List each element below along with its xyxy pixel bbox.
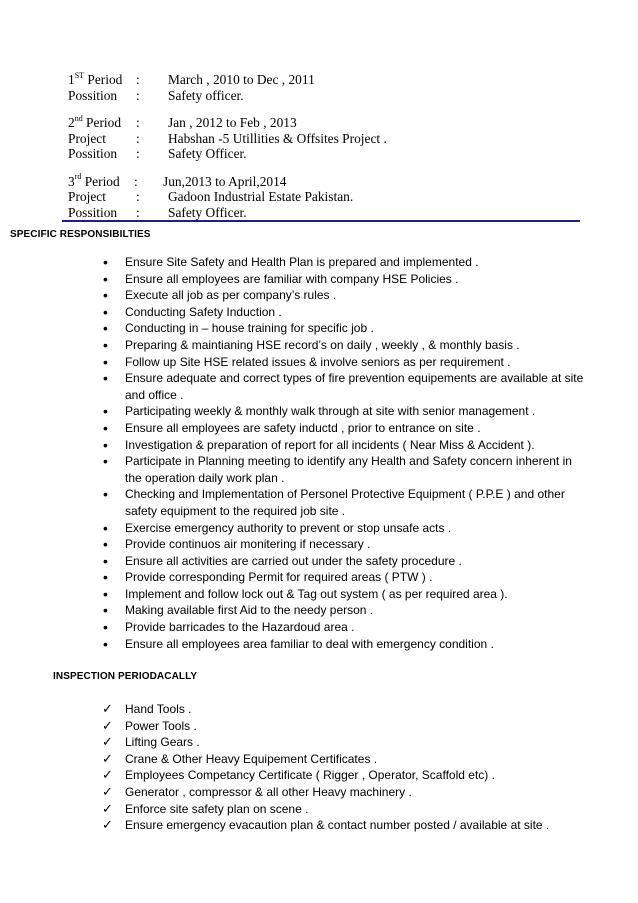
list-item — [100, 254, 590, 271]
period-1-label: Period — [84, 72, 123, 87]
colon: : — [136, 204, 140, 220]
list-item-text: Conducting in – house training for specific job . — [125, 321, 374, 336]
position-label: Possition — [68, 146, 118, 161]
bullet-dot-icon: • — [103, 270, 108, 287]
responsibilities-heading: SPECIFIC RESPONSIBILTIES — [10, 229, 151, 240]
bullet-dot-icon: • — [103, 287, 108, 304]
list-item-text: Provide continuos air monitering if necessary . — [125, 537, 371, 552]
list-item — [100, 287, 590, 304]
bullet-dot-icon: • — [103, 569, 108, 586]
list-item — [100, 354, 590, 371]
project-label: Project — [68, 189, 106, 204]
section-divider — [62, 220, 580, 222]
colon: : — [136, 72, 140, 87]
checkmark-icon: ✓ — [102, 767, 113, 783]
list-item — [100, 337, 590, 354]
list-item-text: Making available first Aid to the needy person . — [125, 603, 374, 618]
list-item — [100, 817, 590, 834]
checkmark-icon: ✓ — [102, 800, 113, 816]
period-2-position-row — [68, 146, 588, 162]
list-item — [100, 403, 590, 420]
period-1-position-row — [68, 88, 588, 104]
list-item-text: Participating weekly & monthly walk through at site with senior management . — [125, 404, 536, 419]
period-2-dates: Jan , 2012 to Feb , 2013 — [168, 115, 297, 130]
bullet-dot-icon: • — [103, 320, 108, 337]
period-2-row — [68, 115, 588, 131]
bullet-dot-icon: • — [103, 254, 108, 270]
list-item — [100, 701, 590, 718]
bullet-dot-icon: • — [103, 635, 108, 652]
period-2-project: Habshan -5 Utillities & Offsites Project . — [168, 130, 387, 146]
list-item — [100, 784, 590, 801]
project-label: Project — [68, 130, 106, 146]
list-item — [100, 734, 590, 751]
list-item-text: Lifting Gears . — [125, 735, 200, 750]
list-item-text: Conducting Safety Induction . — [125, 304, 282, 319]
list-item — [100, 553, 590, 570]
bullet-dot-icon: • — [103, 536, 108, 553]
list-item — [100, 636, 590, 653]
colon: : — [136, 115, 140, 130]
period-3-label: Period — [81, 173, 120, 189]
bullet-dot-icon: • — [103, 336, 108, 353]
list-item-text: Provide corresponding Permit for required areas ( PTW ) . — [125, 570, 433, 585]
colon: : — [136, 189, 140, 204]
list-item — [100, 437, 590, 454]
employment-periods — [68, 72, 588, 220]
list-item — [100, 767, 590, 784]
period-3-suffix: rd — [74, 172, 82, 182]
responsibilities-list — [100, 254, 590, 652]
list-item-text: Enforce site safety plan on scene . — [125, 801, 309, 816]
period-3-row — [68, 174, 588, 190]
bullet-dot-icon: • — [103, 436, 108, 453]
list-item-text: Follow up Site HSE related issues & involve seniors as per requirement . — [125, 354, 511, 369]
bullet-dot-icon: • — [103, 353, 108, 370]
bullet-dot-icon: • — [103, 602, 108, 619]
list-item-text: Ensure all employees are safety inductd , prior to entrance on site . — [125, 420, 481, 435]
bullet-dot-icon: • — [103, 453, 108, 470]
list-item — [100, 718, 590, 735]
list-item — [100, 304, 590, 321]
checkmark-icon: ✓ — [102, 817, 113, 833]
checkmark-icon: ✓ — [102, 750, 113, 766]
period-1-dates: March , 2010 to Dec , 2011 — [168, 72, 315, 87]
position-label: Possition — [68, 87, 118, 103]
checkmark-icon: ✓ — [102, 701, 113, 716]
checkmark-icon: ✓ — [102, 734, 113, 750]
list-item-text: Ensure all employees are familiar with company HSE Policies . — [125, 271, 459, 286]
list-item-text: Participate in Planning meeting to identify any Health and Safety concern inherent in the operation daily work plan . — [125, 454, 572, 485]
list-item-text: Ensure emergency evacaution plan & contact number posted / available at site . — [125, 818, 550, 833]
colon: : — [134, 173, 138, 189]
period-3-position: Safety Officer. — [168, 204, 247, 220]
list-item — [100, 420, 590, 437]
period-3-project: Gadoon Industrial Estate Pakistan. — [168, 189, 354, 204]
bullet-dot-icon: • — [103, 486, 108, 503]
list-item-text: Employees Competancy Certificate ( Rigger , Operator, Scaffold etc) . — [125, 768, 495, 783]
inspection-heading: INSPECTION PERIODACALLY — [53, 671, 198, 682]
list-item-text: Implement and follow lock out & Tag out system ( as per required area ). — [125, 586, 508, 601]
period-1-row — [68, 72, 588, 88]
colon: : — [136, 87, 140, 103]
list-item — [100, 271, 590, 288]
bullet-dot-icon: • — [103, 403, 108, 420]
period-2-suffix: nd — [74, 113, 83, 123]
list-item-text: Hand Tools . — [125, 702, 192, 716]
checkmark-icon: ✓ — [102, 717, 113, 733]
inspection-list — [100, 701, 590, 834]
list-item — [100, 370, 590, 403]
bullet-dot-icon: • — [103, 585, 108, 602]
period-3-position-row — [68, 205, 588, 221]
bullet-dot-icon: • — [103, 419, 108, 436]
list-item-text: Generator , compressor & all other Heavy machinery . — [125, 784, 412, 799]
list-item — [100, 520, 590, 537]
period-3-number: 3 — [68, 173, 75, 189]
list-item-text: Ensure adequate and correct types of fire prevention equipements are available at site and office . — [125, 371, 584, 402]
list-item — [100, 486, 590, 519]
list-item — [100, 586, 590, 603]
period-1-suffix: ST — [74, 70, 85, 80]
period-2-number: 2 — [68, 115, 75, 130]
list-item-text: Investigation & preparation of report for all incidents ( Near Miss & Accident ). — [125, 437, 535, 452]
period-3-project-row — [68, 189, 588, 205]
period-2-project-row — [68, 131, 588, 147]
list-item — [100, 602, 590, 619]
list-item-text: Execute all job as per company’s rules . — [125, 288, 337, 303]
checkmark-icon: ✓ — [102, 783, 113, 799]
list-item-text: Ensure all employees area familiar to deal with emergency condition . — [125, 636, 494, 651]
list-item-text: Power Tools . — [125, 718, 197, 733]
colon: : — [136, 130, 140, 146]
list-item — [100, 453, 590, 486]
list-item-text: Ensure Site Safety and Health Plan is prepared and implemented . — [125, 255, 479, 269]
list-item-text: Provide barricades to the Hazardoud area . — [125, 620, 355, 635]
list-item — [100, 801, 590, 818]
list-item-text: Exercise emergency authority to prevent or stop unsafe acts . — [125, 520, 452, 535]
bullet-dot-icon: • — [103, 303, 108, 320]
colon: : — [136, 146, 140, 161]
period-1-number: 1 — [68, 72, 75, 87]
list-item — [100, 569, 590, 586]
position-label: Possition — [68, 204, 118, 220]
bullet-dot-icon: • — [103, 619, 108, 636]
bullet-dot-icon: • — [103, 370, 108, 387]
period-1-position: Safety officer. — [168, 87, 244, 103]
bullet-dot-icon: • — [103, 552, 108, 569]
list-item — [100, 751, 590, 768]
list-item — [100, 320, 590, 337]
list-item — [100, 619, 590, 636]
list-item-text: Checking and Implementation of Personel Protective Equipment ( P.P.E ) and other safety equipment to the required job site . — [125, 487, 565, 518]
list-item-text: Preparing & maintianing HSE record’s on daily , weekly , & monthly basis . — [125, 337, 520, 352]
period-2-position: Safety Officer. — [168, 146, 247, 161]
list-item-text: Ensure all activities are carried out under the safety procedure . — [125, 553, 462, 568]
period-2-label: Period — [82, 115, 122, 130]
period-3-dates: Jun,2013 to April,2014 — [163, 173, 287, 189]
bullet-dot-icon: • — [103, 519, 108, 536]
list-item — [100, 536, 590, 553]
list-item-text: Crane & Other Heavy Equipement Certificates . — [125, 751, 378, 766]
